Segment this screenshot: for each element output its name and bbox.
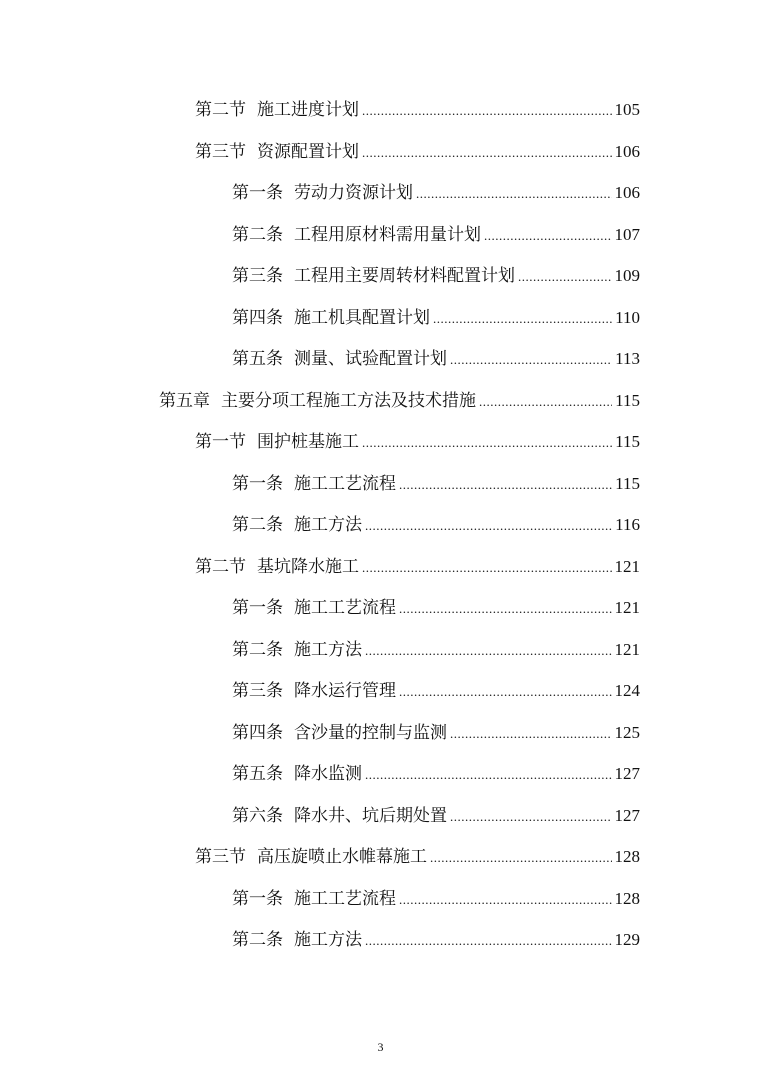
toc-entry-title: 工程用原材料需用量计划 [294,225,481,245]
toc-leader-dots [365,926,612,954]
toc-entry-title: 含沙量的控制与监测 [294,723,447,743]
toc-entry-title: 工程用主要周转材料配置计划 [294,266,515,286]
toc-entry-number: 第一节 [195,432,246,452]
toc-entry-number: 第一条 [232,598,283,618]
toc-leader-dots [399,470,612,498]
toc-entry[interactable] [232,345,640,373]
toc-entry-number: 第三条 [232,266,283,286]
toc-entry-page: 110 [615,308,640,327]
toc-entry-page: 107 [614,225,640,244]
toc-entry-title: 施工方法 [294,515,362,535]
toc-entry-number: 第二条 [232,225,283,245]
toc-entry[interactable] [232,511,640,539]
toc-entry-title: 主要分项工程施工方法及技术措施 [221,391,476,411]
toc-entry[interactable] [232,304,640,332]
toc-entry-number: 第四条 [232,723,283,743]
toc-entry-title: 高压旋喷止水帷幕施工 [257,847,427,867]
toc-entry-page: 127 [614,806,640,825]
toc-entry-title: 资源配置计划 [257,142,359,162]
toc-entry-title: 基坑降水施工 [257,557,359,577]
toc-leader-dots [365,511,612,539]
toc-entry-page: 113 [615,349,640,368]
toc-entry-number: 第三节 [195,142,246,162]
toc-entry[interactable] [232,179,640,207]
toc-leader-dots [362,96,612,124]
toc-entry-page: 106 [614,142,640,161]
toc-entry-number: 第二节 [195,557,246,577]
toc-entry[interactable] [232,926,640,954]
toc-entry-number: 第二条 [232,515,283,535]
toc-entry[interactable] [159,387,640,415]
toc-entry[interactable] [232,719,640,747]
toc-entry-number: 第五章 [159,391,210,411]
toc-entry-title: 施工方法 [294,640,362,660]
toc-leader-dots [450,345,612,373]
toc-entry-number: 第一条 [232,183,283,203]
toc-entry-title: 施工工艺流程 [294,889,396,909]
toc-leader-dots [362,138,612,166]
toc-entry[interactable] [232,594,640,622]
toc-entry-title: 降水运行管理 [294,681,396,701]
toc-entry-page: 121 [614,557,640,576]
toc-entry-title: 施工工艺流程 [294,598,396,618]
toc-leader-dots [484,221,612,249]
toc-entry-page: 115 [615,432,640,451]
toc-entry-page: 115 [615,474,640,493]
toc-entry-title: 施工机具配置计划 [294,308,430,328]
toc-leader-dots [399,677,612,705]
toc-entry-page: 106 [614,183,640,202]
toc-entry[interactable] [195,843,640,871]
toc-entry-number: 第二节 [195,100,246,120]
toc-entry-page: 129 [614,930,640,949]
toc-entry-page: 109 [614,266,640,285]
toc-leader-dots [365,636,612,664]
toc-entry[interactable] [195,428,640,456]
toc-entry-number: 第二条 [232,640,283,660]
toc-entry-number: 第三节 [195,847,246,867]
toc-entry-number: 第三条 [232,681,283,701]
toc-entry[interactable] [232,221,640,249]
toc-entry-title: 施工方法 [294,930,362,950]
toc-entry-number: 第五条 [232,349,283,369]
toc-entry-title: 劳动力资源计划 [294,183,413,203]
toc-entry-page: 128 [614,847,640,866]
toc-entry[interactable] [232,677,640,705]
toc-leader-dots [416,179,612,207]
toc-entry-page: 105 [614,100,640,119]
toc-entry-title: 围护桩基施工 [257,432,359,452]
toc-entry-page: 128 [614,889,640,908]
toc-entry-number: 第六条 [232,806,283,826]
toc-leader-dots [433,304,612,332]
toc-entry[interactable] [232,760,640,788]
toc-entry-page: 115 [615,391,640,410]
toc-entry-title: 施工工艺流程 [294,474,396,494]
toc-leader-dots [365,760,612,788]
toc-entry-page: 125 [614,723,640,742]
toc-entry[interactable] [232,885,640,913]
toc-entry[interactable] [232,636,640,664]
toc-entry-number: 第四条 [232,308,283,328]
toc-entry[interactable] [195,553,640,581]
toc-leader-dots [399,885,612,913]
toc-entry-page: 124 [614,681,640,700]
toc-leader-dots [479,387,612,415]
toc-entry-page: 121 [614,640,640,659]
toc-entry[interactable] [195,96,640,124]
footer-page-number: 3 [377,1040,384,1054]
toc-entry-title: 降水监测 [294,764,362,784]
toc-entry-number: 第一条 [232,474,283,494]
toc-entry[interactable] [232,802,640,830]
toc-entry-title: 施工进度计划 [257,100,359,120]
toc-leader-dots [430,843,612,871]
toc-entry-number: 第五条 [232,764,283,784]
toc-entry-title: 测量、试验配置计划 [294,349,447,369]
toc-leader-dots [362,428,612,456]
toc-entry-number: 第一条 [232,889,283,909]
toc-leader-dots [362,553,612,581]
toc-entry[interactable] [232,470,640,498]
toc-entry-page: 116 [615,515,640,534]
toc-leader-dots [450,719,612,747]
toc-entry-page: 121 [614,598,640,617]
toc-entry-title: 降水井、坑后期处置 [294,806,447,826]
toc-entry[interactable] [195,138,640,166]
toc-entry-number: 第二条 [232,930,283,950]
toc-leader-dots [399,594,612,622]
toc-leader-dots [518,262,612,290]
toc-entry-page: 127 [614,764,640,783]
toc-entry[interactable] [232,262,640,290]
toc-leader-dots [450,802,612,830]
